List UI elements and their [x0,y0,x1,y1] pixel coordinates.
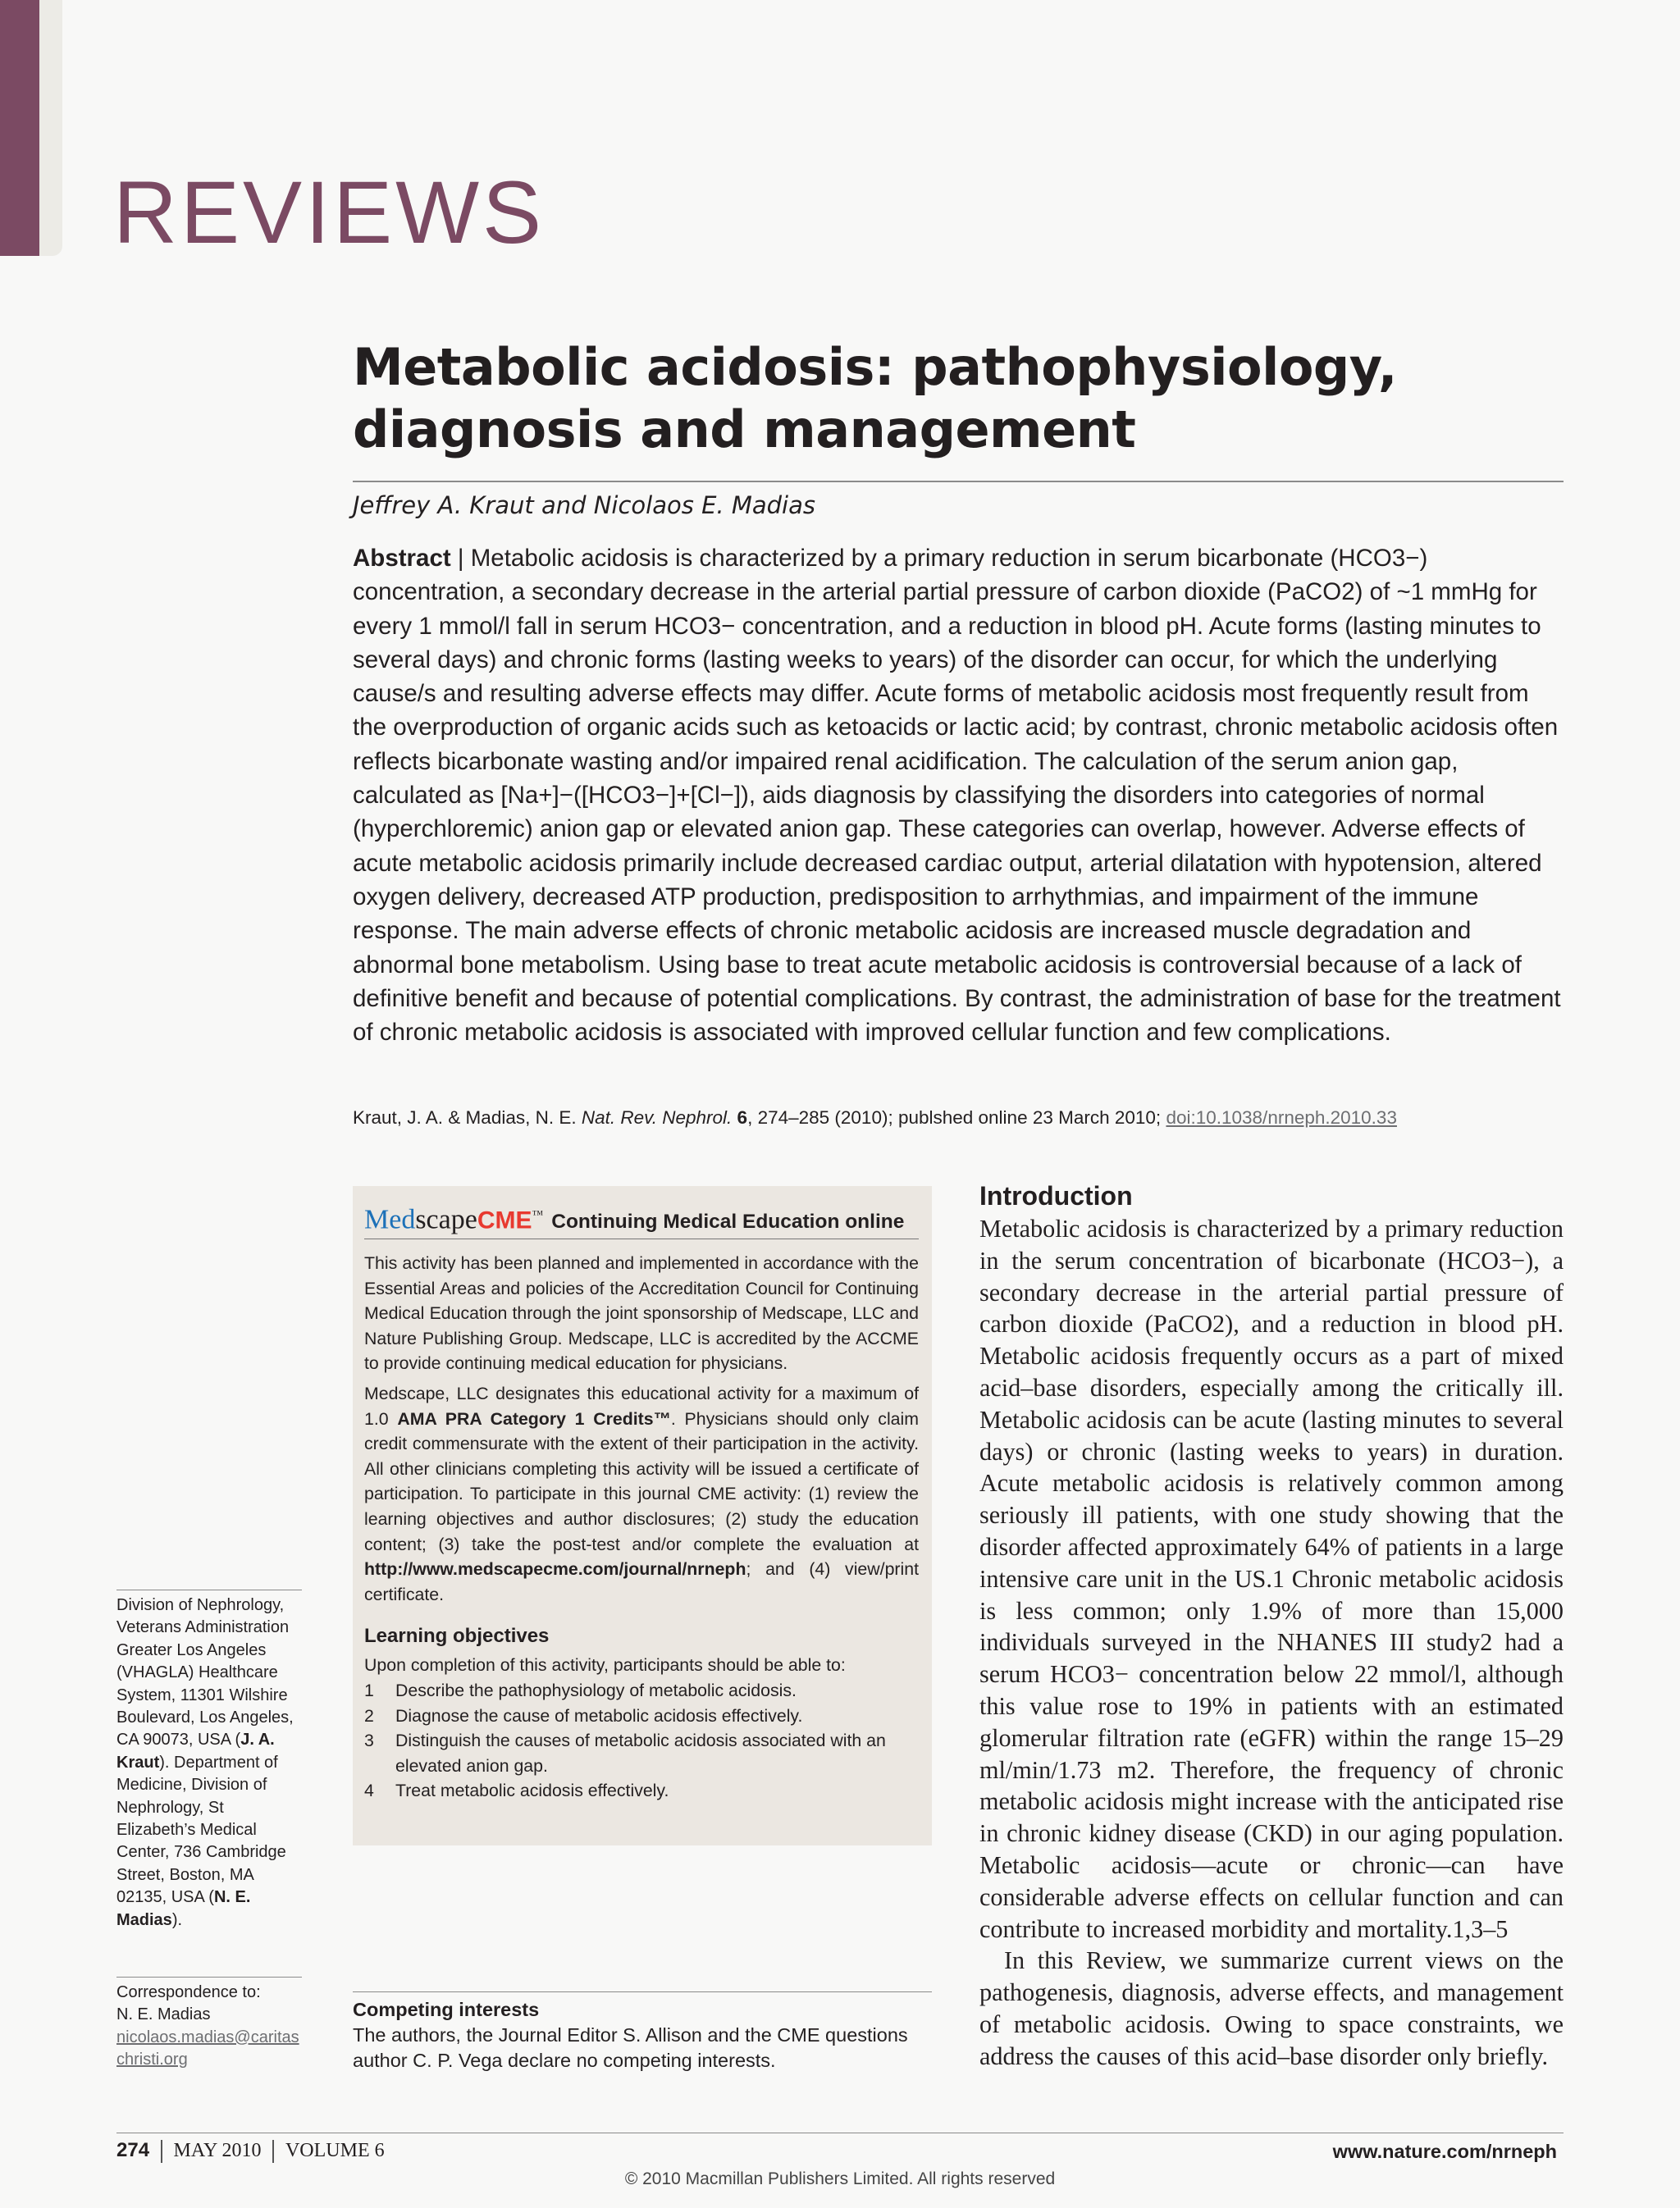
abstract-text: Metabolic acidosis is characterized by a primary reduction in serum bicarbonate (HCO3−) concentration, a secondary decrease in the arterial partial pressure of carbon dioxide (PaCO2) of ~1 mmHg for every 1 mmol/l fall in serum HCO3− concentration, and a reduction in blood pH. Acute forms (lasting minutes to several days) and chronic forms (lasting weeks to years) of the disorder can occur, for which the underlying cause/s and resulting adverse effects may differ. Acute forms of metabolic acidosis most frequently result from the overproduction of organic acids such as ketoacids or lactic acid; by contrast, chronic metabolic acidosis often reflects bicarbonate wasting and/or impaired renal acidification. The calculation of the serum anion gap, calculated as [Na+]−([HCO3−]+[Cl−]), aids diagnosis by classifying the disorders into categories of normal (hyperchloremic) anion gap or elevated anion gap. These categories can overlap, however. Adverse effects of acute metabolic acidosis primarily include decreased cardiac output, arterial dilatation with hypotension, altered oxygen delivery, decreased ATP production, predisposition to arrhythmias, and impairment of the immune response. The main adverse effects of chronic metabolic acidosis are increased muscle degradation and abnormal bone metabolism. Using base to treat acute metabolic acidosis is controversial because of a lack of definitive benefit and because of potential complications. By contrast, the administration of base for the treatment of chronic metabolic acidosis is associated with improved cellular function and few complications. [353,545,1561,1047]
copyright-notice: © 2010 Macmillan Publishers Limited. All rights reserved [624,2169,1056,2188]
cme-box [353,1186,932,1845]
correspondence [116,1982,307,2072]
citation [353,1106,1567,1130]
introduction-paragraph: Metabolic acidosis is characterized by a primary reduction in the serum concentration of bicarbonate (HCO3−), a secondary decrease in the arterial partial pressure of carbon dioxide (PaCO2), and a reduction in blood pH. Metabolic acidosis frequently occurs as a part of mixed acid–base disorders, especially among the critically ill. Metabolic acidosis can be acute (lasting minutes to several days) or chronic (lasting weeks to years) in duration. Acute metabolic acidosis is relatively common among seriously ill patients, with one study showing that the disorder affected approximately 64% of patients in a large intensive care unit in the US.1 Chronic metabolic acidosis is less common; only 1.9% of more than 15,000 individuals surveyed in the NHANES III study2 had a serum HCO3− concentration below 22 mmol/l, although this value rose to 19% in patients with an estimated glomerular filtration rate (eGFR) within the range 15–29 ml/min/1.73 m2. Therefore, the frequency of chronic metabolic acidosis might increase with the anticipated rise in chronic kidney disease (CKD) in our aging population. Metabolic acidosis—acute or chronic—can have considerable adverse effects on cellular function and can contribute to increased morbidity and mortality.1,3–5 [979,1215,1564,1943]
correspondence-label: Correspondence to: [116,1983,261,2001]
citation-journal: Nat. Rev. Nephrol. [581,1107,733,1128]
doi-link[interactable]: doi:10.1038/nrneph.2010.33 [1166,1107,1397,1128]
objective-item: 2 Diagnose the cause of metabolic acidosis effectively. [364,1705,803,1726]
medscape-cme-logo: MedscapeCME™ [364,1204,544,1235]
section-color-bar [0,0,39,256]
cme-credits: AMA PRA Category 1 Credits™ [397,1408,671,1429]
citation-volume: 6 [737,1107,748,1128]
objectives-heading: Learning objectives [364,1625,550,1648]
cme-accreditation-paragraph: This activity has been planned and implemented in accordance with the Essential Areas and policies of the Accreditation Council for Continuing Medical Education through the joint sponsorship of Medscape, LLC and Nature Publishing Group. Medscape, LLC is accredited by the ACCME to provide continuing medical education for physicians. [364,1253,919,1374]
objective-item: 4 Treat metabolic acidosis effectively. [364,1781,669,1801]
cme-credit-paragraph: Medscape, LLC designates this educational activity for a maximum of 1.0 AMA PRA Category 1 Credits™. Physicians should only claim credit commensurate with the extent of their participation in the activity. All other clinicians completing this activity will be issued a certificate of participation. To participate in this journal CME activity: (1) review the learning objectives and author disclosures; (2) study the education content; (3) take the post-test and/or complete the evaluation at http://www.medscapecme.com/journal/nrneph; and (4) view/print certificate. [364,1383,919,1604]
affiliation: Division of Nephrology, Veterans Administration Greater Los Angeles (VHAGLA) Healthcare System, 11301 Wilshire Boulevard, Los Angeles, CA 90073, USA (J. A. Kraut). Department of Medicine, Division of Nephrology, St Elizabeth’s Medical Center, 736 Cambridge Street, Boston, MA 02135, USA (N. E. Madias). [116,1596,294,1929]
abstract-separator: | [457,545,471,572]
objective-item: 3 Distinguish the causes of metabolic acidosis associated with an elevated anion gap. [364,1731,886,1776]
competing-interests-divider [353,1991,932,1992]
cme-header [364,1199,919,1235]
objectives-intro: Upon completion of this activity, participants should be able to: [364,1655,846,1676]
correspondence-email-link[interactable]: nicolaos.madias@caritaschristi.org [116,2028,299,2069]
journal-url-link[interactable]: www.nature.com/nrneph [1332,2141,1557,2162]
section-label: REVIEWS [113,162,546,262]
abstract [353,541,1567,1049]
cme-heading: Continuing Medical Education online [551,1211,905,1234]
title-divider [353,481,1564,482]
issue-volume: VOLUME 6 [285,2140,385,2161]
objectives-list [364,1678,919,1804]
competing-interests-text: The authors, the Journal Editor S. Allison and the CME questions author C. P. Vega declare no competing interests. [353,2024,908,2071]
article-authors: Jeffrey A. Kraut and Nicolaos E. Madias [353,491,815,519]
citation-details: , 274–285 (2010); publshed online 23 March 2010; [747,1107,1162,1128]
introduction-paragraph: In this Review, we summarize current views on the pathogenesis, diagnosis, adverse effects, and management of metabolic acidosis. Owing to space constraints, we address the causes of this acid–base disorder only briefly. [979,1946,1564,2070]
correspondence-name: N. E. Madias [116,2005,211,2024]
section-color-bar-shadow [39,0,62,256]
article-title: Metabolic acidosis: pathophysiology, diagnosis and management [353,337,1397,459]
cme-url-link[interactable]: http://www.medscapecme.com/journal/nrneph [364,1559,746,1580]
correspondence-divider [116,1977,302,1978]
issue-date: MAY 2010 [173,2140,262,2161]
introduction-heading: Introduction [979,1181,1133,1211]
competing-interests-heading: Competing interests [353,1999,540,2020]
citation-authors: Kraut, J. A. & Madias, N. E. [353,1107,577,1128]
objective-item: 1 Describe the pathophysiology of metabolic acidosis. [364,1680,797,1700]
page-number: 274 [116,2139,150,2161]
abstract-label: Abstract [353,545,451,572]
footer-issue-info [116,2137,385,2165]
introduction-body [979,1213,1564,2073]
